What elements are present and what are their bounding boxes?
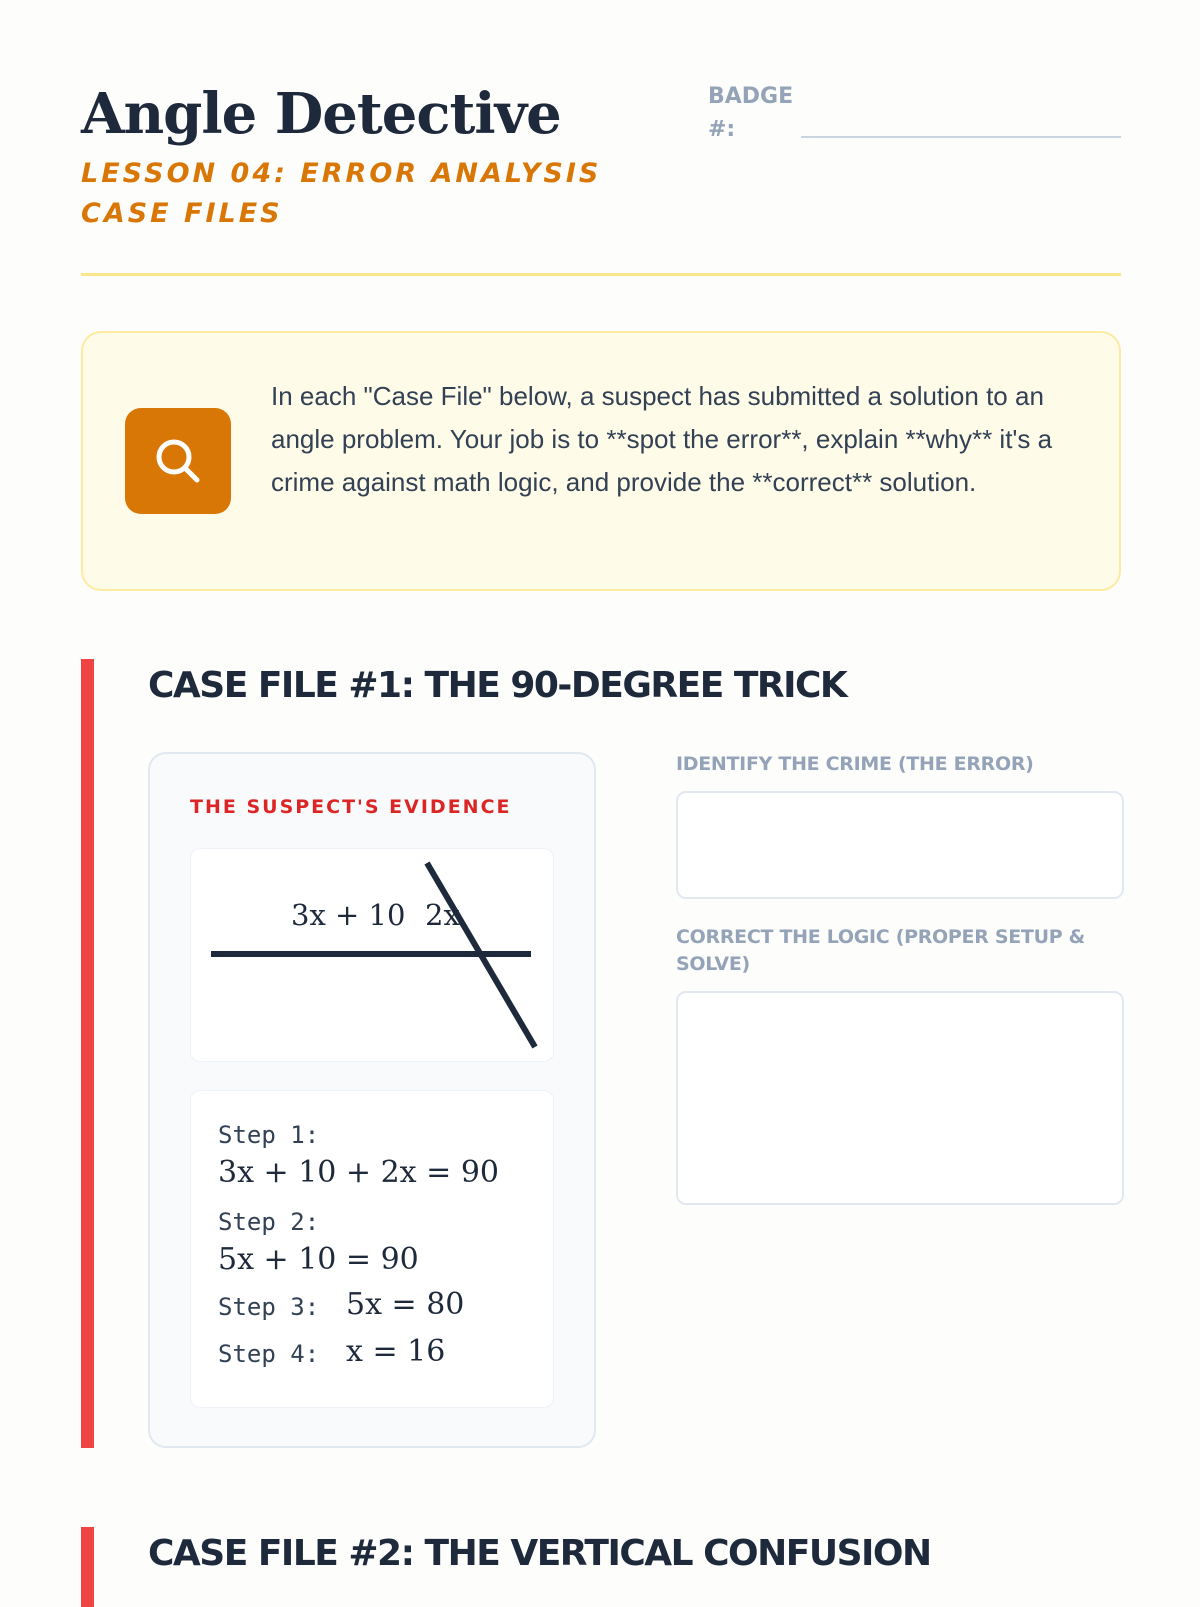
badge-label: BADGE #: (708, 84, 794, 142)
identify-error-answer-box[interactable] (676, 791, 1124, 899)
instructions-callout (81, 331, 1121, 591)
case-file-2-accent-bar (81, 1527, 94, 1607)
step-1-math: 3x + 10 + 2x = 90 (218, 1155, 499, 1190)
angle-label-2: 2x (425, 898, 460, 932)
step-3-label: Step 3: (218, 1293, 320, 1321)
angle-diagram (190, 848, 554, 1062)
badge-number-field[interactable] (801, 136, 1121, 138)
case-file-1-title: CASE FILE #1: THE 90-DEGREE TRICK (148, 665, 847, 706)
step-2-label: Step 2: (218, 1208, 320, 1236)
step-1-label: Step 1: (218, 1121, 320, 1149)
header-divider (81, 273, 1121, 276)
case-file-1-accent-bar (81, 659, 94, 1448)
angle-label-1: 3x + 10 (291, 898, 406, 932)
step-2-math: 5x + 10 = 90 (218, 1242, 419, 1277)
step-3-math: 5x = 80 (346, 1287, 465, 1322)
step-4-label: Step 4: (218, 1340, 320, 1368)
instructions-text: In each "Case File" below, a suspect has submitted a solution to an angle problem. Your job is to **spot the error**, explain **why** it's a crime against math logic, and provide the **correct** solution. (271, 381, 1053, 497)
step-4-math: x = 16 (346, 1334, 446, 1369)
case-file-2-title: CASE FILE #2: THE VERTICAL CONFUSION (148, 1533, 931, 1574)
intersecting-lines-figure (191, 849, 553, 1061)
lesson-subtitle: LESSON 04: ERROR ANALYSIS CASE FILES (81, 158, 602, 229)
evidence-label: THE SUSPECT'S EVIDENCE (190, 796, 512, 818)
search-icon (125, 408, 231, 514)
correct-logic-answer-box[interactable] (676, 991, 1124, 1205)
page-title: Angle Detective (81, 81, 561, 147)
identify-error-label: IDENTIFY THE CRIME (THE ERROR) (676, 753, 1034, 775)
suspect-work-steps (190, 1090, 554, 1408)
correct-logic-label: CORRECT THE LOGIC (PROPER SETUP & SOLVE) (676, 926, 1085, 975)
suspect-evidence-card (148, 752, 596, 1448)
